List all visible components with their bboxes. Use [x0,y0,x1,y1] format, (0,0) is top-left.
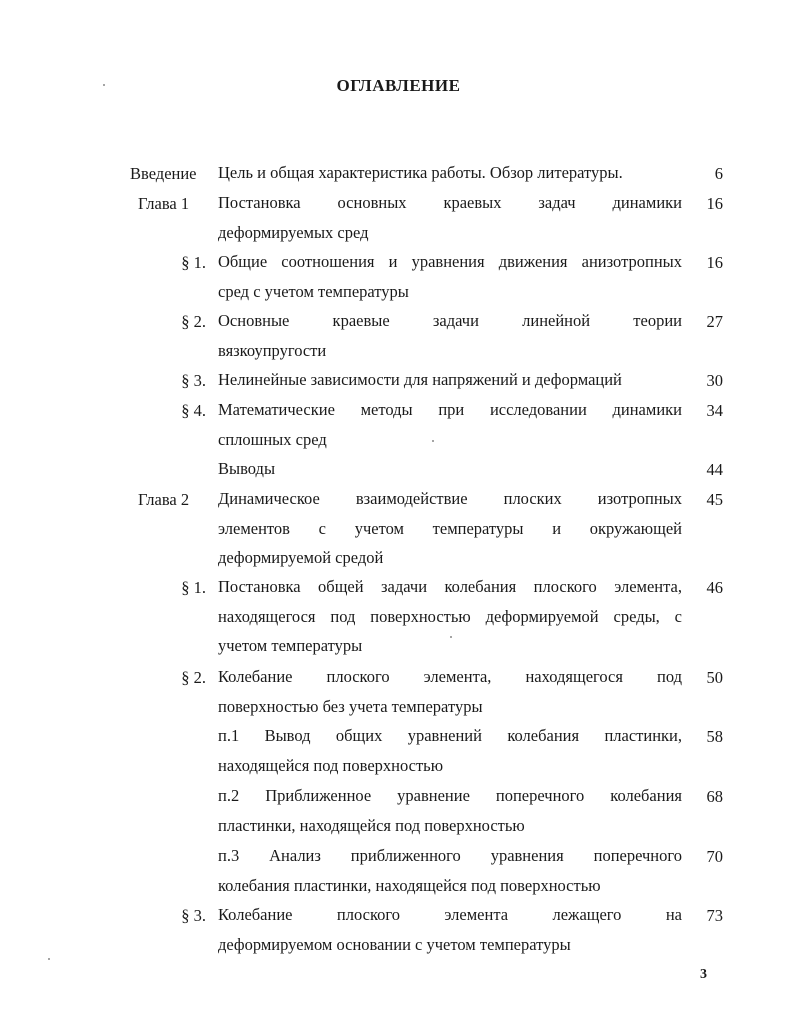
toc-label-section-1-4: § 4. [181,401,206,420]
toc-entry-line: Цель и общая характеристика работы. Обзор литературы. [218,163,623,182]
toc-page-number: 6 [714,164,723,183]
toc-entry-line: вязкоупругости [218,340,327,360]
toc-entry-line: Динамическое взаимодействие плоских изотропных [218,489,682,508]
toc-page-number: 16 [706,194,723,213]
toc-page-number: 30 [706,371,723,390]
scan-speck [450,636,452,638]
toc-entry-subsection-3[interactable] [218,841,682,900]
toc-entry-line: находящегося под поверхностью деформируемой среды, с [218,606,682,626]
toc-page-number: 16 [706,253,723,272]
toc-entry-conclusions-1[interactable] [218,454,682,484]
toc-page-number: 58 [706,727,723,746]
toc-entry-line: находящейся под поверхностью [218,755,444,775]
toc-entry-line: пластинки, находящейся под поверхностью [218,815,525,835]
toc-entry-subsection-1[interactable] [218,721,682,780]
toc-entry-line: сплошных сред [218,429,327,449]
toc-page-number: 27 [706,312,723,331]
toc-page-number: 44 [706,460,723,479]
toc-page-number: 50 [706,668,723,687]
toc-entry-section-1-2[interactable] [218,306,682,365]
toc-entry-line: Колебание плоского элемента лежащего на [218,905,682,924]
toc-page-number: 45 [706,490,723,509]
toc-label-chapter-2: Глава 2 [138,490,190,509]
toc-entry-section-1-4[interactable] [218,395,682,454]
toc-label-chapter-1: Глава 1 [138,194,190,213]
toc-entry-line: учетом температуры [218,636,363,656]
toc-page-number: 46 [706,578,723,597]
toc-entry-line: Математические методы при исследовании динамики [218,400,682,419]
toc-entry-line: п.3 Анализ приближенного уравнения поперечного [218,846,682,865]
toc-entry-line: поверхностью без учета температуры [218,696,483,716]
toc-entry-line: деформируемом основании с учетом температуры [218,934,571,954]
toc-entry-chapter-2[interactable] [218,484,682,573]
page-title: ОГЛАВЛЕНИЕ [336,76,461,95]
toc-entry-subsection-2[interactable] [218,781,682,840]
toc-label-section-1-3: § 3. [181,371,206,390]
toc-entry-line: Постановка основных краевых задач динамики [218,193,682,212]
toc-page-number: 34 [706,401,723,420]
toc-entry-introduction[interactable] [218,158,682,188]
toc-page-number: 73 [706,906,723,925]
toc-entry-line: элементов с учетом температуры и окружающей [218,518,682,538]
toc-entry-section-2-3[interactable] [218,900,682,959]
toc-page-number: 70 [706,847,723,866]
scan-speck [48,958,50,960]
toc-entry-section-2-1[interactable] [218,572,682,661]
toc-entry-section-2-2[interactable] [218,662,682,721]
toc-entry-line: п.1 Вывод общих уравнений колебания пластинки, [218,726,682,745]
scan-speck [103,84,105,86]
toc-page-number: 68 [706,787,723,806]
scan-speck [432,440,434,442]
toc-entry-section-1-3[interactable] [218,365,682,395]
toc-entry-line: Общие соотношения и уравнения движения анизотропных [218,252,682,271]
page-number-footer: 3 [700,967,707,982]
toc-entry-line: п.2 Приближенное уравнение поперечного колебания [218,786,682,805]
toc-entry-line: деформируемых сред [218,222,369,242]
toc-label-section-2-3: § 3. [181,906,206,925]
toc-entry-line: Постановка общей задачи колебания плоского элемента, [218,577,682,596]
toc-label-introduction: Введение [130,164,197,183]
toc-entry-section-1-1[interactable] [218,247,682,306]
toc-entry-line: Колебание плоского элемента, находящегося под [218,667,682,686]
toc-label-section-2-1: § 1. [181,578,206,597]
toc-entry-line: Выводы [218,459,276,478]
toc-entry-line: колебания пластинки, находящейся под поверхностью [218,875,601,895]
toc-label-section-1-1: § 1. [181,253,206,272]
toc-entry-line: сред с учетом температуры [218,281,409,301]
toc-entry-chapter-1[interactable] [218,188,682,247]
toc-label-section-1-2: § 2. [181,312,206,331]
toc-entry-line: деформируемой средой [218,548,384,568]
toc-entry-line: Нелинейные зависимости для напряжений и деформаций [218,370,622,389]
toc-label-section-2-2: § 2. [181,668,206,687]
toc-entry-line: Основные краевые задачи линейной теории [218,311,682,330]
